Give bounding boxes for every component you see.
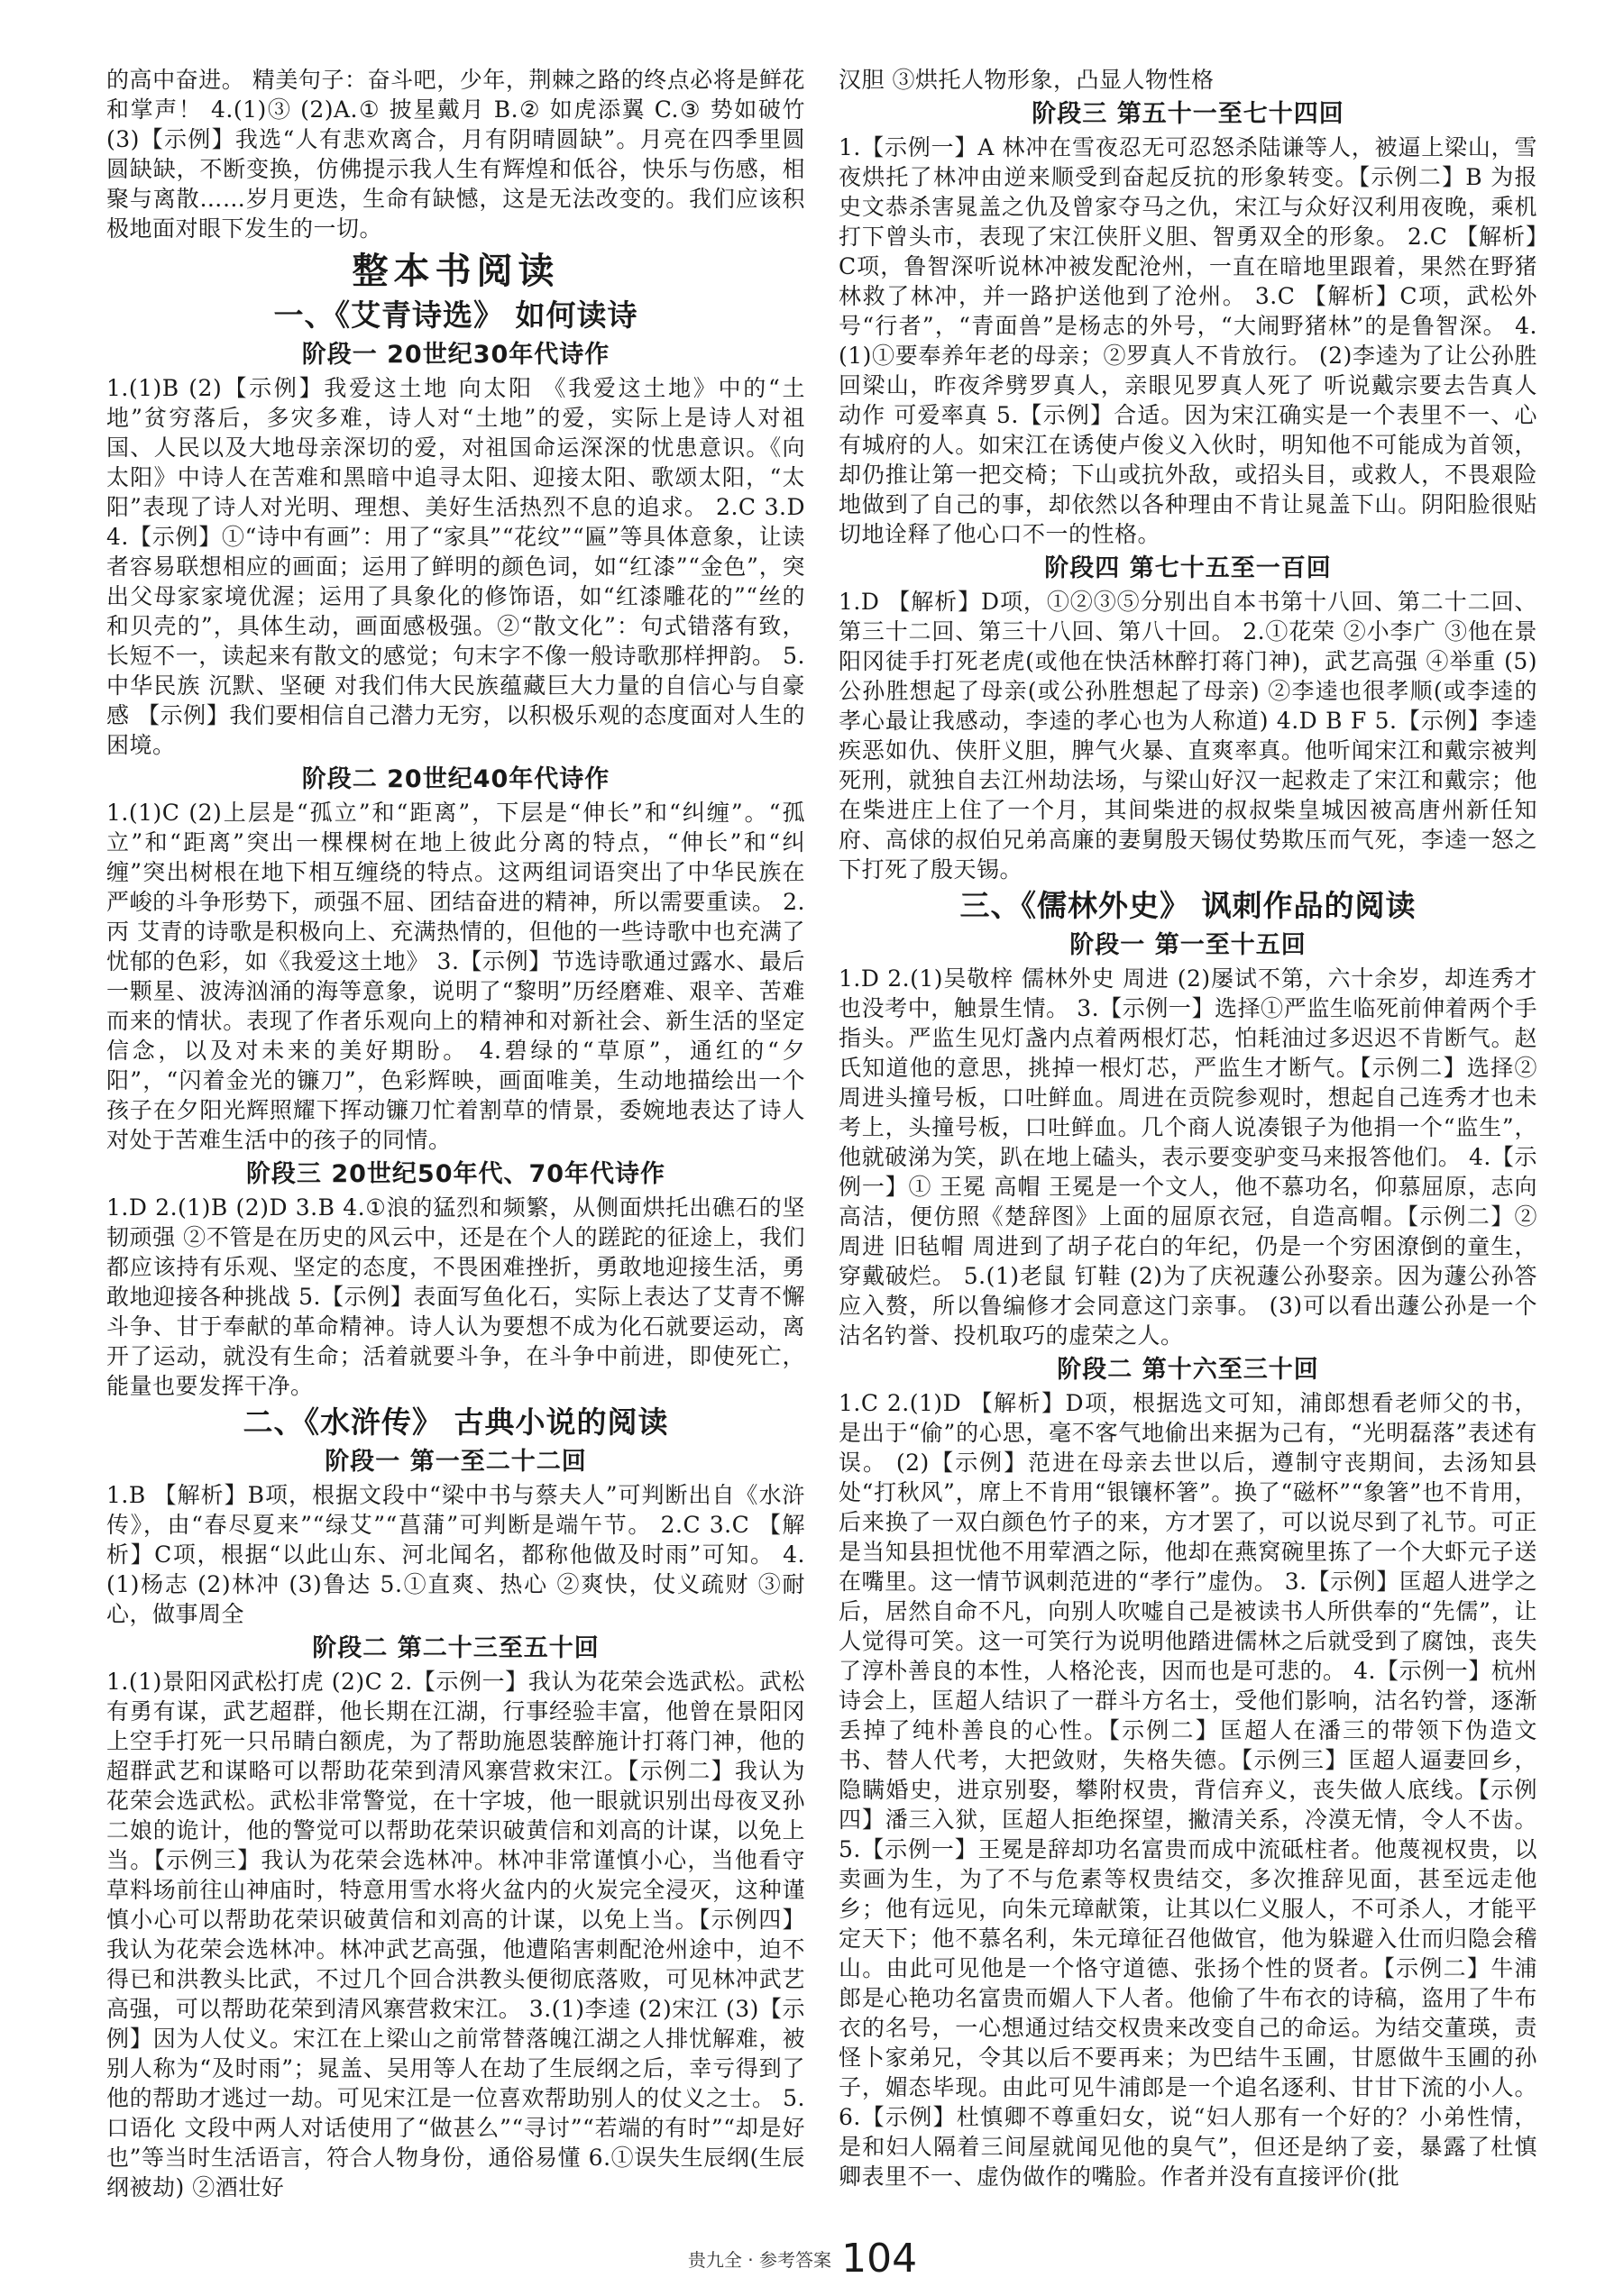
stage-title: 阶段二 第十六至三十回 xyxy=(1057,1356,1319,1384)
answer-paragraph: 1.(1)B (2)【示例】我爱这土地 向太阳 《我爱这土地》中的“土地”贫穷落后，多灾多难，诗人对“土地”的爱，实际上是诗人对祖国、人民以及大地母亲深切的爱，对祖国命运深深的忧患意识。《向太阳》中诗人在苦难和黑暗中追寻太阳、迎接太阳、歌颂太阳，“太阳”表现了诗人对光明、理想、美好生活热烈不息的追求。 2.C 3.D 4.【示例】①“诗中有画”：用了“家具”“花纹”“匾”等具体意象，让读者容易联想相应的画面；运用了鲜明的颜色词，如“红漆”“金色”，突出父母家家境优渥；运用了具象化的修饰语，如“红漆雕花的”“丝的和贝壳的”，具体生动，画面感极强。②“散文化”：句式错落有致，长短不一，读起来有散文的感觉；句末字不像一般诗歌那样押韵。 5.中华民族 沉默、坚硬 对我们伟大民族蕴藏巨大力量的自信心与自豪感 【示例】我们要相信自己潜力无穷，以积极乐观的态度面对人生的困境。 xyxy=(106,375,805,758)
answer-paragraph: 1.C 2.(1)D 【解析】D项，根据选文可知，浦郎想看老师父的书，是出于“偷”的心思，毫不客气地偷出来据为己有，“光明磊落”表述有误。 (2)【示例】范进在母亲去世以后，遵制守丧期间，去汤知县处“打秋风”，席上不肯用“银镶杯箸”。换了“磁杯”“象箸”也不肯用，后来换了一双白颜色竹子的来，方才罢了，可以说尽到了礼节。可正是当知县担忧他不用荤酒之际，他却在燕窝碗里拣了一个大虾元子送在嘴里。这一情节讽刺范进的“孝行”虚伪。 3.【示例】匡超人进学之后，居然自命不凡，向别人吹嘘自己是被读书人所供奉的“先儒”，让人觉得可笑。这一可笑行为说明他踏进儒林之后就受到了腐蚀，丧失了淳朴善良的本性，人格沦丧，因而也是可悲的。 4.【示例一】杭州诗会上，匡超人结识了一群斗方名士，受他们影响，沽名钓誉，逐渐丢掉了纯朴善良的心性。【示例二】匡超人在潘三的带领下伪造文书、替人代考，大把敛财，失格失德。【示例三】匡超人逼妻回乡，隐瞒婚史，进京别娶，攀附权贵，背信弃义，丧失做人底线。【示例四】潘三入狱，匡超人拒绝探望，撇清关系，冷漠无情，令人不齿。 5.【示例一】王冕是辞却功名富贵而成中流砥柱者。他蔑视权贵，以卖画为生，为了不与危素等权贵结交，多次推辞见面，甚至远走他乡；他有远见，向朱元璋献策，让其以仁义服人，不可杀人，才能平定天下；他不慕名利，朱元璋征召他做官，他为躲避入仕而归隐会稽山。由此可见他是一个恪守道德、张扬个性的贤者。【示例二】牛浦郎是心艳功名富贵而媚人下人者。他偷了牛布衣的诗稿，盗用了牛布衣的名号，一心想通过结交权贵来改变自己的命运。为结交董瑛，责怪卜家弟兄，令其以后不要再来；为巴结牛玉圃，甘愿做牛玉圃的孙子，媚态毕现。由此可见牛浦郎是一个追名逐利、甘甘下流的小人。 6.【示例】杜慎卿不尊重妇女，说“妇人那有一个好的？小弟性情，是和妇人隔着三间屋就闻见他的臭气”，但还是纳了妾，暴露了杜慎卿表里不一、虚伪做作的嘴脸。作者并没有直接评价(批 xyxy=(839,1390,1537,2190)
answer-paragraph: 1.(1)景阳冈武松打虎 (2)C 2.【示例一】我认为花荣会选武松。武松有勇有谋，武艺超群，他长期在江湖，行事经验丰富，他曾在景阳冈上空手打死一只吊睛白额虎，为了帮助施恩装醉施计打蒋门神，他的超群武艺和谋略可以帮助花荣到清风寨营救宋江。【示例二】我认为花荣会选武松。武松非常警觉，在十字坡，他一眼就识别出母夜叉孙二娘的诡计，他的警觉可以帮助花荣识破黄信和刘高的计谋，以免上当。【示例三】我认为花荣会选林冲。林冲非常谨慎小心，当他看守草料场前往山神庙时，特意用雪水将火盆内的火炭完全浸灭，这种谨慎小心可以帮助花荣识破黄信和刘高的计谋，以免上当。【示例四】我认为花荣会选林冲。林冲武艺高强，他遭陷害刺配沧州途中，迫不得已和洪教头比武，不过几个回合洪教头便彻底落败，可见林冲武艺高强，可以帮助花荣到清风寨营救宋江。 3.(1)李逵 (2)宋江 (3)【示例】因为人仗义。宋江在上梁山之前常替落魄江湖之人排忧解难，被别人称为“及时雨”；晁盖、吴用等人在劫了生辰纲之后，幸亏得到了他的帮助才逃过一劫。可见宋江是一位喜欢帮助别人的仗义之士。 5.口语化 文段中两人对话使用了“做甚么”“寻讨”“若端的有时”“却是好也”等当时生活语言，符合人物身份，通俗易懂 6.①误失生辰纲(生辰纲被劫) ②酒壮好 xyxy=(106,1669,805,2200)
answer-paragraph: 1.D 2.(1)B (2)D 3.B 4.①浪的猛烈和频繁，从侧面烘托出礁石的坚韧顽强 ②不管是在历史的风云中，还是在个人的蹉跎的征途上，我们都应该持有乐观、坚定的态度，不畏困难挫折，勇敢地迎接生活，勇敢地迎接各种挑战 5.【示例】表面写鱼化石，实际上表达了艾青不懈斗争、甘于奉献的革命精神。诗人认为要想不成为化石就要运动，离开了运动，就没有生命；活着就要斗争，在斗争中前进，即使死亡，能量也要发挥干净。 xyxy=(106,1194,805,1399)
intro-paragraph: 汉胆 ③烘托人物形象，凸显人物性格 xyxy=(839,67,1215,93)
main-title: 整本书阅读 xyxy=(352,251,560,292)
stage-title: 阶段二 第二十三至五十回 xyxy=(312,1634,600,1662)
page-number: 104 xyxy=(841,2236,918,2282)
right-column xyxy=(839,65,1537,2191)
answer-paragraph: 1.【示例一】A 林冲在雪夜忍无可忍怒杀陆谦等人，被逼上梁山，雪夜烘托了林冲由逆来顺受到奋起反抗的形象转变。【示例二】B 为报史文恭杀害晁盖之仇及曾家夺马之仇，宋江与众好汉利用夜晚，乘机打下曾头市，表现了宋江侠肝义胆、智勇双全的形象。 2.C 【解析】C项，鲁智深听说林冲被发配沧州，一直在暗地里跟着，果然在野猪林救了林冲，并一路护送他到了沧州。 3.C 【解析】C项，武松外号“行者”，“青面兽”是杨志的外号，“大闹野猪林”的是鲁智深。 4.(1)①要奉养年老的母亲；②罗真人不肯放行。 (2)李逵为了让公孙胜回梁山，昨夜斧劈罗真人，亲眼见罗真人死了 听说戴宗要去告真人 动作 可爱率真 5.【示例】合适。因为宋江确实是一个表里不一、心有城府的人。如宋江在诱使卢俊义入伙时，明知他不可能成为首领，却仍推让第一把交椅；下山或抗外敌，或招头目，或救人，不畏艰险地做到了自己的事，却依然以各种理由不肯让晁盖下山。阴阳脸很贴切地诠释了他心口不一的性格。 xyxy=(839,134,1537,547)
stage-title: 阶段一 第一至二十二回 xyxy=(325,1448,587,1476)
left-column xyxy=(106,65,805,2202)
stage-title: 阶段二 20世纪40年代诗作 xyxy=(301,765,610,793)
footer-label: 贵九全 · 参考答案 xyxy=(687,2249,831,2271)
answer-paragraph: 1.D 【解析】D项，①②③⑤分别出自本书第十八回、第二十二回、第三十二回、第三十八回、第八十回。 2.①花荣 ②小李广 ③他在景阳冈徒手打死老虎(或他在快活林醉打蒋门神)，武艺高强 ④举重 (5)公孙胜想起了母亲(或公孙胜想起了母亲) ②李逵也很孝顺(或李逵的孝心最让我感动，李逵的孝心也为人称道) 4.D B F 5.【示例】李逵疾恶如仇、侠肝义胆，脾气火暴、直爽率真。他听闻宋江和戴宗被判死刑，就独自去江州劫法场，与梁山好汉一起救走了宋江和戴宗；他在柴进庄上住了一个月，其间柴进的叔叔柴皇城因被高唐州新任知府、高俅的叔伯兄弟高廉的妻舅殷天锡仗势欺压而气死，李逵一怒之下打死了殷天锡。 xyxy=(839,589,1537,883)
answer-paragraph: 1.D 2.(1)吴敬梓 儒林外史 周进 (2)屡试不第，六十余岁，却连秀才也没考中，触景生情。 3.【示例一】选择①严监生临死前伸着两个手指头。严监生见灯盏内点着两根灯芯，怕耗油过多迟迟不肯断气。赵氏知道他的意思，挑掉一根灯芯，严监生才断气。【示例二】选择②周进头撞号板，口吐鲜血。周进在贡院参观时，想起自己连秀才也未考上，头撞号板，口吐鲜血。几个商人说凑银子为他捐一个“监生”，他就破涕为笑，趴在地上磕头，表示要变驴变马来报答他们。 4.【示例一】① 王冕 高帽 王冕是一个文人，他不慕功名，仰慕屈原，志向高洁，便仿照《楚辞图》上面的屈原衣冠，自造高帽。【示例二】② 周进 旧毡帽 周进到了胡子花白的年纪，仍是一个穷困潦倒的童生，穿戴破烂。 5.(1)老鼠 钉鞋 (2)为了庆祝蘧公孙娶亲。因为蘧公孙答应入赘，所以鲁编修才会同意这门亲事。 (3)可以看出蘧公孙是一个沽名钓誉、投机取巧的虚荣之人。 xyxy=(839,965,1537,1349)
section-title-rulin: 三、《儒林外史》 讽刺作品的阅读 xyxy=(959,888,1417,923)
answer-paragraph: 1.(1)C (2)上层是“孤立”和“距离”，下层是“伸长”和“纠缠”。“孤立”和“距离”突出一棵棵树在地上彼此分离的特点，“伸长”和“纠缠”突出树根在地下相互缠绕的特点。这两组词语突出了中华民族在严峻的斗争形势下，顽强不屈、团结奋进的精神，所以需要重读。 2.丙 艾青的诗歌是积极向上、充满热情的，但他的一些诗歌中也充满了忧郁的色彩，如《我爱这土地》 3.【示例】节选诗歌通过露水、最后一颗星、波涛汹涌的海等意象，说明了“黎明”历经磨难、艰辛、苦难而来的情状。表现了作者乐观向上的精神和对新社会、新生活的坚定信念，以及对未来的美好期盼。 4.碧绿的“草原”，通红的“夕阳”，“闪着金光的镰刀”，色彩辉映，画面唯美，生动地描绘出一个孩子在夕阳光辉照耀下挥动镰刀忙着割草的情景，委婉地表达了诗人对处于苦难生活中的孩子的同情。 xyxy=(106,800,805,1153)
stage-title: 阶段三 第五十一至七十四回 xyxy=(1032,100,1344,128)
intro-paragraph: 的高中奋进。 精美句子：奋斗吧，少年，荆棘之路的终点必将是鲜花和掌声！ 4.(1)③ (2)A.① 披星戴月 B.② 如虎添翼 C.③ 势如破竹 (3)【示例】我选“人有悲欢离合，月有阴晴圆缺”。月亮在四季里圆圆缺缺，不断变换，仿佛提示我人生有辉煌和低谷，快乐与伤感，相聚与离散……岁月更迭，生命有缺憾，这是无法改变的。我们应该积极地面对眼下发生的一切。 xyxy=(106,67,805,242)
stage-title: 阶段一 第一至十五回 xyxy=(1069,931,1307,959)
page-footer xyxy=(0,2236,1605,2282)
answer-paragraph: 1.B 【解析】B项，根据文段中“梁中书与蔡夫人”可判断出自《水浒传》，由“春尽夏来”“绿艾”“菖蒲”可判断是端午节。 2.C 3.C 【解析】C项，根据“以此山东、河北闻名，都称他做及时雨”可知。 4.(1)杨志 (2)林冲 (3)鲁达 5.①直爽、热心 ②爽快，仗义疏财 ③耐心，做事周全 xyxy=(106,1482,805,1627)
section-title-aiqing: 一、《艾青诗选》 如何读诗 xyxy=(273,297,638,333)
stage-title: 阶段一 20世纪30年代诗作 xyxy=(301,341,610,369)
stage-title: 阶段三 20世纪50年代、70年代诗作 xyxy=(245,1160,666,1188)
stage-title: 阶段四 第七十五至一百回 xyxy=(1044,554,1332,582)
section-title-shuihu: 二、《水浒传》 古典小说的阅读 xyxy=(243,1404,669,1440)
